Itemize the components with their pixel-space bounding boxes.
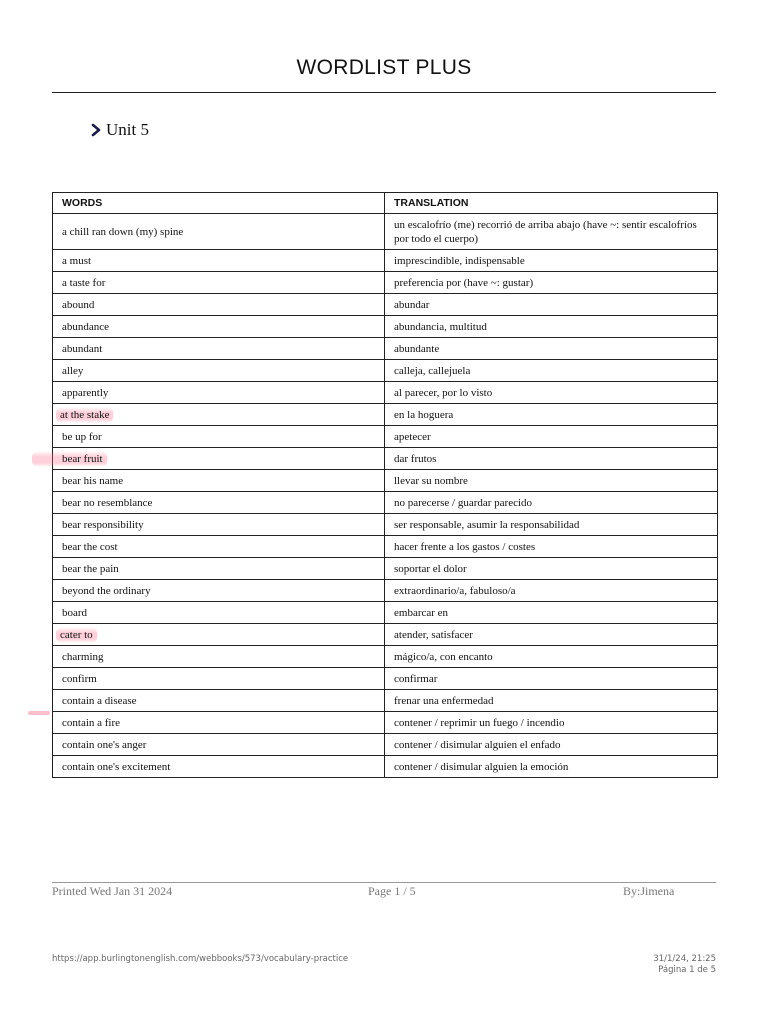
translation-cell: contener / reprimir un fuego / incendio: [385, 712, 718, 734]
word-cell: [53, 492, 385, 514]
word-text: contain a fire: [62, 716, 121, 729]
word-text: alley: [62, 364, 84, 377]
table-row: [53, 514, 718, 536]
word-text: be up for: [62, 430, 102, 443]
table-row: [53, 536, 718, 558]
translation-cell: mágico/a, con encanto: [385, 646, 718, 668]
word-cell: [53, 690, 385, 712]
translation-cell: abundancia, multitud: [385, 316, 718, 338]
word-text: contain a disease: [62, 694, 137, 707]
word-cell: [53, 382, 385, 404]
translation-cell: dar frutos: [385, 448, 718, 470]
highlight-pen-mark: [28, 711, 50, 715]
browser-page-count: Página 1 de 5: [658, 965, 716, 975]
translation-cell: extraordinario/a, fabuloso/a: [385, 580, 718, 602]
word-cell: [53, 316, 385, 338]
word-cell: [53, 294, 385, 316]
column-header-translation: TRANSLATION: [385, 193, 718, 214]
browser-url: https://app.burlingtonenglish.com/webbooks/573/vocabulary-practice: [52, 954, 349, 964]
table-row: [53, 712, 718, 734]
translation-cell: contener / disimular alguien el enfado: [385, 734, 718, 756]
page-number: Page 1 / 5: [368, 884, 416, 898]
table-row: [53, 492, 718, 514]
translation-cell: preferencia por (have ~: gustar): [385, 272, 718, 294]
table-row: [53, 624, 718, 646]
translation-cell: hacer frente a los gastos / costes: [385, 536, 718, 558]
table-row: [53, 756, 718, 778]
table-row: [53, 602, 718, 624]
table-header-row: [53, 193, 718, 214]
table-row: [53, 448, 718, 470]
footer-divider: [52, 882, 716, 883]
table-row: [53, 360, 718, 382]
translation-cell: imprescindible, indispensable: [385, 250, 718, 272]
word-cell: [53, 338, 385, 360]
table-row: [53, 426, 718, 448]
word-text: contain one's excitement: [62, 760, 171, 773]
translation-cell: contener / disimular alguien la emoción: [385, 756, 718, 778]
translation-cell: al parecer, por lo visto: [385, 382, 718, 404]
word-cell: [53, 624, 385, 646]
word-text: bear the cost: [62, 540, 118, 553]
word-text: apparently: [62, 386, 109, 399]
translation-cell: no parecerse / guardar parecido: [385, 492, 718, 514]
word-text: abundance: [62, 320, 110, 333]
highlighted-word: at the stake: [56, 407, 113, 423]
column-header-words: WORDS: [53, 193, 385, 214]
table-row: [53, 316, 718, 338]
word-text: a must: [62, 254, 92, 267]
translation-cell: calleja, callejuela: [385, 360, 718, 382]
translation-cell: abundar: [385, 294, 718, 316]
table-row: [53, 580, 718, 602]
word-text: bear the pain: [62, 562, 119, 575]
table-row: [53, 272, 718, 294]
table-row: [53, 404, 718, 426]
translation-cell: atender, satisfacer: [385, 624, 718, 646]
unit-label: Unit 5: [106, 120, 149, 139]
word-text: a chill ran down (my) spine: [62, 225, 184, 238]
table-row: [53, 250, 718, 272]
table-row: [53, 294, 718, 316]
highlighted-word: cater to: [56, 627, 97, 643]
table-row: [53, 668, 718, 690]
word-text: bear his name: [62, 474, 124, 487]
table-row: [53, 690, 718, 712]
translation-cell: en la hoguera: [385, 404, 718, 426]
word-text: bear responsibility: [62, 518, 144, 531]
translation-cell: frenar una enfermedad: [385, 690, 718, 712]
translation-cell: un escalofrío (me) recorrió de arriba abajo (have ~: sentir escalofríos por todo el cuerpo): [385, 214, 718, 250]
word-cell: [53, 646, 385, 668]
word-cell: [53, 558, 385, 580]
word-text: abundant: [62, 342, 103, 355]
word-cell: [53, 712, 385, 734]
translation-cell: ser responsable, asumir la responsabilidad: [385, 514, 718, 536]
vocabulary-table: [52, 192, 718, 778]
word-text: board: [62, 606, 88, 619]
word-cell: [53, 404, 385, 426]
word-cell: [53, 272, 385, 294]
translation-cell: confirmar: [385, 668, 718, 690]
author: By:Jimena: [623, 884, 675, 898]
word-cell: [53, 536, 385, 558]
highlighted-word: bear fruit: [32, 451, 107, 467]
word-cell: [53, 448, 385, 470]
chevron-right-icon: [90, 123, 102, 137]
table-row: [53, 646, 718, 668]
word-cell: [53, 214, 385, 250]
word-cell: [53, 470, 385, 492]
table-row: [53, 214, 718, 250]
word-text: abound: [62, 298, 95, 311]
word-text: beyond the ordinary: [62, 584, 151, 597]
word-cell: [53, 426, 385, 448]
printed-date: Printed Wed Jan 31 2024: [52, 884, 173, 898]
translation-cell: soportar el dolor: [385, 558, 718, 580]
translation-cell: llevar su nombre: [385, 470, 718, 492]
translation-cell: apetecer: [385, 426, 718, 448]
word-cell: [53, 734, 385, 756]
table-row: [53, 338, 718, 360]
word-text: bear no resemblance: [62, 496, 153, 509]
word-text: confirm: [62, 672, 97, 685]
word-cell: [53, 668, 385, 690]
word-text: a taste for: [62, 276, 106, 289]
word-cell: [53, 602, 385, 624]
translation-cell: embarcar en: [385, 602, 718, 624]
word-cell: [53, 250, 385, 272]
word-cell: [53, 580, 385, 602]
table-row: [53, 734, 718, 756]
table-row: [53, 382, 718, 404]
word-text: charming: [62, 650, 104, 663]
word-cell: [53, 360, 385, 382]
table-row: [53, 470, 718, 492]
unit-heading: [90, 120, 149, 140]
word-cell: [53, 756, 385, 778]
word-cell: [53, 514, 385, 536]
page-title: WORDLIST PLUS: [296, 56, 472, 79]
browser-datetime: 31/1/24, 21:25: [653, 954, 716, 964]
table-row: [53, 558, 718, 580]
translation-cell: abundante: [385, 338, 718, 360]
title-divider: [52, 92, 716, 93]
word-text: contain one's anger: [62, 738, 147, 751]
